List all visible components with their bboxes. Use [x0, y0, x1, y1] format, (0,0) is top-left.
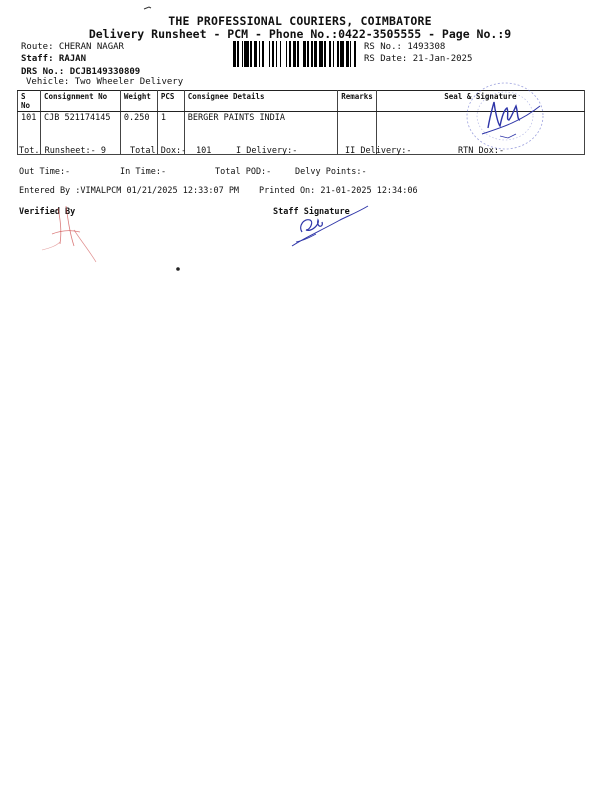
ii-delivery: II Delivery:-	[345, 146, 412, 156]
col-header-sno: S No	[18, 91, 41, 112]
col-header-pcs: PCS	[157, 91, 184, 112]
seal-stamp-icon	[460, 76, 550, 156]
cell-consignment: CJB 521174145	[40, 112, 120, 155]
barcode-bar	[356, 41, 359, 67]
rs-number: RS No.: 1493308	[364, 42, 446, 52]
scan-speck-icon	[143, 4, 153, 12]
drs-number: DRS No.: DCJB149330809	[21, 67, 141, 77]
verified-by-signature-icon	[30, 200, 110, 270]
i-delivery: I Delivery:-	[236, 146, 298, 156]
scan-speck-icon	[175, 266, 181, 272]
col-header-remarks: Remarks	[338, 91, 377, 112]
barcode	[233, 41, 359, 67]
vehicle-label: Vehicle: Two Wheeler Delivery	[26, 77, 184, 87]
runsheet-subtitle: Delivery Runsheet - PCM - Phone No.:0422-3505555 - Page No.:9	[88, 27, 512, 41]
cell-weight: 0.250	[120, 112, 157, 155]
cell-pcs: 1	[157, 112, 184, 155]
staff-signature-label: Staff Signature	[273, 207, 350, 217]
rtn-dox: RTN Dox:-	[458, 146, 505, 156]
verified-by-label: Verified By	[19, 207, 76, 217]
printed-on: Printed On: 21-01-2025 12:34:06	[259, 186, 418, 196]
in-time: In Time:-	[120, 167, 167, 177]
cell-sno: 101	[18, 112, 41, 155]
tot-runsheet: Tot. Runsheet:- 9	[19, 146, 106, 156]
delvy-points: Delvy Points:-	[295, 167, 367, 177]
col-header-consignment: Consignment No	[40, 91, 120, 112]
entered-by: Entered By :VIMALPCM 01/21/2025 12:33:07 PM	[19, 186, 240, 196]
staff-signature-icon	[282, 202, 372, 252]
staff-label: Staff: RAJAN	[21, 54, 87, 64]
total-pod: Total POD:-	[215, 167, 272, 177]
total-dox-label: Total Dox:-	[130, 146, 187, 156]
cell-consignee: BERGER PAINTS INDIA	[184, 112, 337, 155]
company-title: THE PROFESSIONAL COURIERS, COIMBATORE	[168, 14, 432, 28]
col-header-weight: Weight	[120, 91, 157, 112]
col-header-consignee: Consignee Details	[184, 91, 337, 112]
out-time: Out Time:-	[19, 167, 71, 177]
col-header-seal: Seal & Signature	[376, 91, 584, 112]
total-dox-value: 101	[196, 146, 212, 156]
rs-date: RS Date: 21-Jan-2025	[364, 54, 473, 64]
route-label: Route: CHERAN NAGAR	[21, 42, 124, 52]
